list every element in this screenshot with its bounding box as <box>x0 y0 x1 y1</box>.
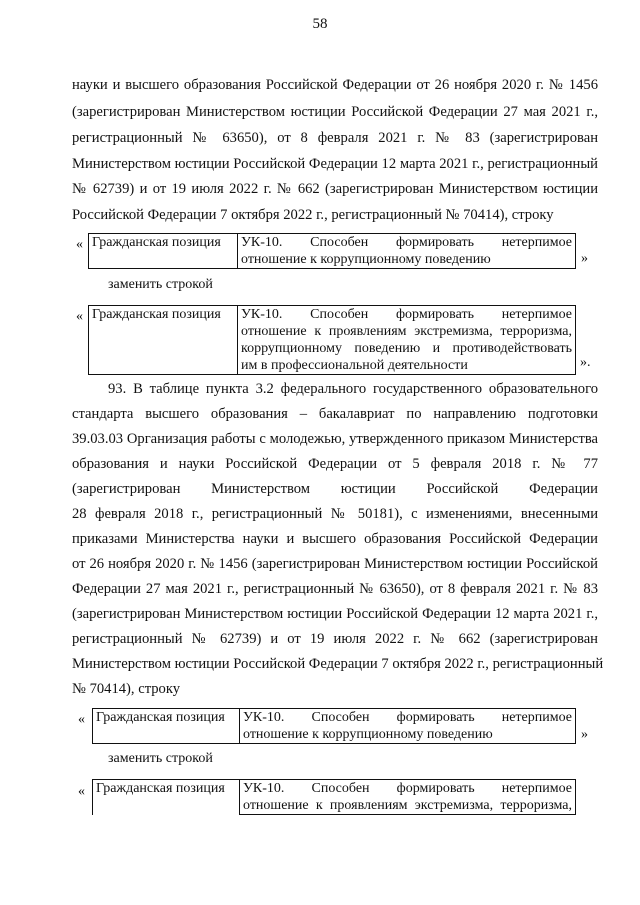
para2-line: (зарегистрирован Министерством юстиции Российской Федерации <box>72 481 598 497</box>
replace-with-label: заменить строкой <box>108 751 213 766</box>
replace-with-label: заменить строкой <box>108 277 213 292</box>
open-quote: « <box>76 237 83 252</box>
table-category: Гражданская позиция <box>93 780 240 815</box>
table-line: УК-10. Способен формировать нетерпимое <box>241 235 572 250</box>
close-quote-dot: ». <box>580 355 591 370</box>
para2-line: 28 февраля 2018 г., регистрационный № 50181), с изменениями, внесенными <box>72 506 598 522</box>
para2-line: образования и науки Российской Федерации от 5 февраля 2018 г. № 77 <box>72 456 598 472</box>
para2-line: (зарегистрирован Министерством юстиции Российской Федерации 12 марта 2021 г., <box>72 606 598 622</box>
close-quote: » <box>581 251 588 266</box>
para2-line: Министерством юстиции Российской Федерации 7 октября 2022 г., регистрационный <box>72 656 604 672</box>
table-line: отношение к коррупционному поведению <box>241 252 491 267</box>
para2-line: регистрационный № 62739) и от 19 июля 2022 г. № 662 (зарегистрирован <box>72 631 598 647</box>
table-competence <box>238 234 576 269</box>
para1-line: Министерством юстиции Российской Федерации 12 марта 2021 г., регистрационный <box>72 156 598 172</box>
para1-line: № 62739) и от 19 июля 2022 г. № 662 (зарегистрирован Министерством юстиции <box>72 181 598 197</box>
para2-line: № 70414), строку <box>72 681 181 697</box>
para1-line: Российской Федерации 7 октября 2022 г., регистрационный № 70414), строку <box>72 207 554 223</box>
table-old-1 <box>88 233 576 269</box>
para2-line: стандарта высшего образования – бакалавриат по направлению подготовки <box>72 406 598 422</box>
para2-line: приказами Министерства науки и высшего образования Российской Федерации <box>72 531 598 547</box>
table-line: УК-10. Способен формировать нетерпимое <box>243 781 572 796</box>
table-line: отношение к проявлениям экстремизма, терроризма, <box>241 324 572 339</box>
table-new-2 <box>92 779 576 815</box>
table-new-1 <box>88 305 576 375</box>
table-old-2 <box>92 708 576 744</box>
para2-line: 93. В таблице пункта 3.2 федерального государственного образовательного <box>108 381 598 397</box>
table-line: им в профессиональной деятельности <box>241 358 468 373</box>
table-category: Гражданская позиция <box>89 306 238 375</box>
para1-line: регистрационный № 63650), от 8 февраля 2021 г. № 83 (зарегистрирован <box>72 130 598 146</box>
table-line: отношение к проявлениям экстремизма, терроризма, <box>243 798 572 813</box>
table-competence <box>240 709 576 744</box>
page-number: 58 <box>312 16 328 32</box>
open-quote: « <box>78 712 85 727</box>
para1-line: науки и высшего образования Российской Федерации от 26 ноября 2020 г. № 1456 <box>72 77 598 93</box>
open-quote: « <box>76 309 83 324</box>
para2-line: Федерации 27 мая 2021 г., регистрационный № 63650), от 8 февраля 2021 г. № 83 <box>72 581 598 597</box>
para1-line: (зарегистрирован Министерством юстиции Российской Федерации 27 мая 2021 г., <box>72 104 598 120</box>
open-quote: « <box>78 784 85 799</box>
table-competence <box>240 780 576 815</box>
table-category: Гражданская позиция <box>89 234 238 269</box>
table-line: УК-10. Способен формировать нетерпимое <box>243 710 572 725</box>
table-line: отношение к коррупционному поведению <box>243 727 493 742</box>
close-quote: » <box>581 727 588 742</box>
table-category: Гражданская позиция <box>93 709 240 744</box>
para2-line: от 26 ноября 2020 г. № 1456 (зарегистрирован Министерством юстиции Российской <box>72 556 598 572</box>
table-line: коррупционному поведению и противодействовать <box>241 341 572 356</box>
para2-line: 39.03.03 Организация работы с молодежью, утвержденного приказом Министерства <box>72 431 598 447</box>
table-competence <box>238 306 576 375</box>
table-line: УК-10. Способен формировать нетерпимое <box>241 307 572 322</box>
